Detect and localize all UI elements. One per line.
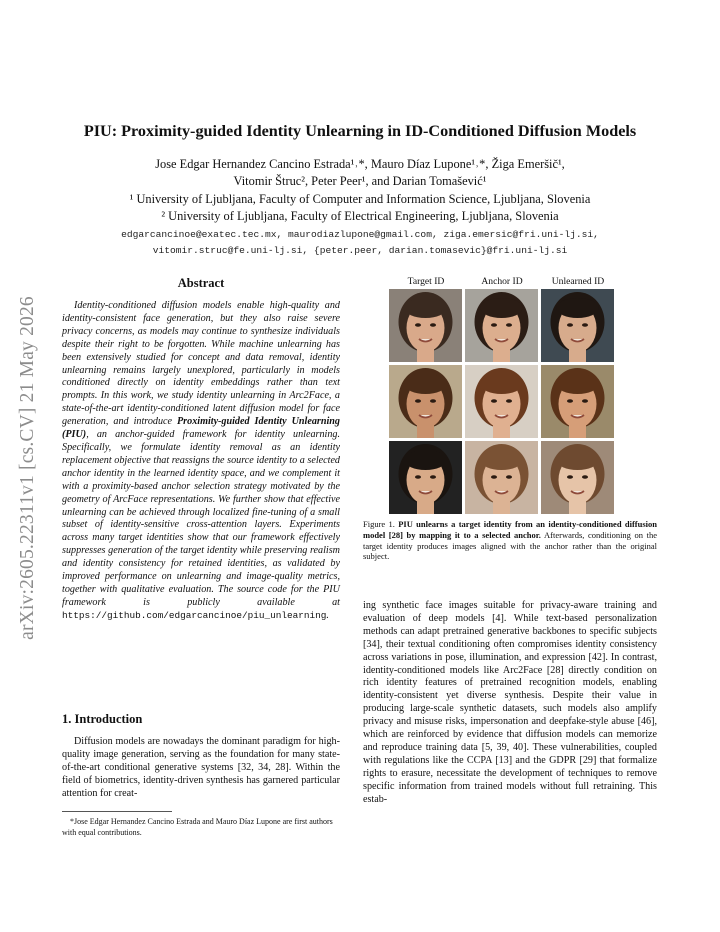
footnote-divider <box>62 811 172 812</box>
author-list <box>40 156 680 190</box>
paper-title: PIU: Proximity-guided Identity Unlearning in ID-Conditioned Diffusion Models <box>83 122 637 140</box>
authors-line-2: Vitomir Štruc², Peter Peer¹, and Darian Tomašević¹ <box>233 174 487 188</box>
emails-line-2: vitomir.struc@fe.uni-lj.si, {peter.peer, darian.tomasevic}@fri.uni-lj.si <box>152 245 568 256</box>
abstract-end: . <box>326 609 329 621</box>
abstract-body <box>62 300 340 623</box>
face-image-unlearned-1 <box>541 289 614 362</box>
section-heading-introduction: 1. Introduction <box>62 712 143 726</box>
face-image-target-1 <box>389 289 462 362</box>
emails-line-1: edgarcancinoe@exatec.tec.mx, maurodiazlupone@gmail.com, ziga.emersic@fri.uni-lj.si, <box>121 229 599 240</box>
figure-column-label-unlearned: Unlearned ID <box>551 276 605 287</box>
face-image-target-2 <box>389 365 462 438</box>
introduction-right-text: ing synthetic face images suitable for privacy-aware training and evaluation of deep models [4]. While text-based personalization methods can adapt pretrained generative backbones to specific subjects [34], their textual conditioning often compromises identity consistency across variations in pose, illumination, and expression [42]. In contrast, identity-conditioned models like Arc2Face [28] directly condition on rich identity features of pretrained recognition models, enabling identity-consistent yet diverse synthesis. Despite their value in producing large-scale synthetic datasets, such models also amplify privacy and misuse risks, impersonation and deepfake-style abuse [46], which are reinforced by evidence that diffusion models can memorize and reproduce training data [5, 39, 40]. These vulnerabilities, coupled with regulations like the CCPA [13] and the GDPR [29] that formalize rights to erasure, necessitate the development of techniques to remove specific information from trained models without full retraining. This estab- <box>363 600 657 805</box>
face-image-anchor-1 <box>465 289 538 362</box>
face-image-target-3 <box>389 441 462 514</box>
affiliations <box>40 191 680 225</box>
abstract-text-1: Identity-conditioned diffusion models enable high-quality and identity-consistent face generation, but they also raise severe privacy concerns, as models may continue to synthesize individuals despite their right to be forgotten. While machine unlearning has been extensively studied for concept and data removal, identity unlearning remains largely unexplored, particularly in models conditioned directly on identity embeddings rather than text prompts. In this work, we study identity unlearning in Arc2Face, a state-of-the-art identity-conditioned latent diffusion model for face generation, and introduce <box>62 300 340 428</box>
author-emails <box>40 227 680 259</box>
arxiv-stamp <box>8 258 48 678</box>
abstract-text-2: , an anchor-guided framework for identity unlearning. Specifically, we formulate identity removal as an identity replacement objective that reassigns the source identity to a selected anchor identity in the learned identity space, and we complement it with a proximity-based anchor selection strategy motivated by the geometry of ArcFace representations. We further show that effective unlearning can be achieved through localized fine-tuning of a small subset of identity-sensitive cross-attention layers. Experiments across many target identities show that our framework effectively suppresses generation of the target identity while preserving realism and identity consistency for retained identities, as validated by improved performance on unlearning and image-quality metrics, together with qualitative evaluation. The source code for the PIU framework is publicly available at <box>62 429 340 608</box>
caption-label: Figure 1. <box>363 519 395 529</box>
face-image-anchor-3 <box>465 441 538 514</box>
caption-text: Afterwards, conditioning on the target identity produces images aligned with the anchor rather than the original subject. <box>363 529 658 562</box>
introduction-left-text: Diffusion models are nowadays the dominant paradigm for high-quality image generation, serving as the foundation for many state-of-the-art conditional generative systems [32, 34, 28]. Within the field of biometrics, identity-driven synthesis has garnered particular attention for creat- <box>62 736 340 799</box>
footnote: *Jose Edgar Hernandez Cancino Estrada and Mauro Díaz Lupone are first authors with equal contributions. <box>62 817 333 837</box>
affiliation-1: ¹ University of Ljubljana, Faculty of Computer and Information Science, Ljubljana, Slovenia <box>129 192 591 206</box>
figure-1-caption <box>363 519 657 562</box>
face-image-unlearned-3 <box>541 441 614 514</box>
caption-bold-text: PIU unlearns a target identity from an identity-conditioned diffusion model [28] by mapping it to a selected anchor. <box>363 519 657 540</box>
arxiv-stamp-text: arXiv:2605.22311v1 [cs.CV] 21 May 2026 <box>17 296 39 640</box>
code-url-link[interactable]: https://github.com/edgarcancinoe/piu_unlearning <box>62 609 327 621</box>
method-name: Proximity-guided Identity Unlearning (PIU) <box>62 416 340 441</box>
figure-column-label-target: Target ID <box>407 276 445 287</box>
abstract-heading: Abstract <box>177 276 225 290</box>
affiliation-2: ² University of Ljubljana, Faculty of Electrical Engineering, Ljubljana, Slovenia <box>161 209 559 223</box>
face-image-anchor-2 <box>465 365 538 438</box>
authors-line-1: Jose Edgar Hernandez Cancino Estrada¹˒*, Mauro Díaz Lupone¹˒*, Žiga Emeršič¹, <box>155 157 565 171</box>
figure-column-label-anchor: Anchor ID <box>481 276 523 287</box>
face-image-unlearned-2 <box>541 365 614 438</box>
